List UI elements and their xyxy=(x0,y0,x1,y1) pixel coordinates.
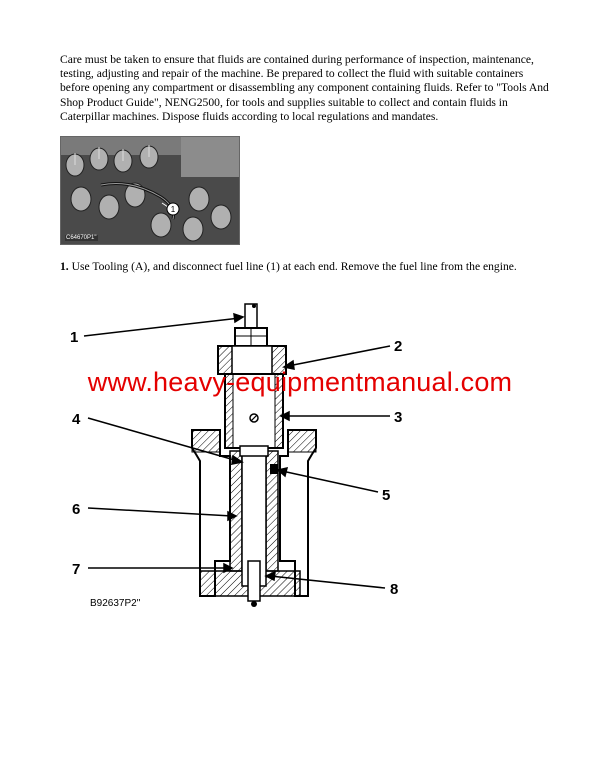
injector-tip xyxy=(248,561,260,607)
callout-5: 5 xyxy=(382,487,391,504)
callout-3: 3 xyxy=(394,409,403,426)
step-number: 1. xyxy=(60,260,69,273)
callout-1: 1 xyxy=(70,329,79,346)
callout-4: 4 xyxy=(72,411,81,428)
callout-7: 7 xyxy=(72,561,81,578)
step-1 xyxy=(60,260,560,274)
photo-code: C64670P1" xyxy=(66,235,97,241)
callout-8: 8 xyxy=(390,581,399,598)
intro-paragraph: Care must be taken to ensure that fluids are contained during performance of inspection, maintenance, testing, adjusting and repair of the machine. Be prepared to collect the fluid with suitable containers before opening any compartment or disassembling any component containing fluids. Refer to "Tools And Shop Product Guide", NENG2500, for tools and supplies suitable to collect and contain fluids in Caterpillar machines. Dispose fluids according to local regulations and mandates. xyxy=(60,53,549,123)
photo-callout-label: 1 xyxy=(170,205,176,214)
callout-6: 6 xyxy=(72,501,81,518)
engine-photo xyxy=(60,136,240,245)
nut xyxy=(235,328,267,346)
engine-photo-image xyxy=(61,137,239,244)
injector-sectional-diagram xyxy=(60,296,480,616)
callout-2: 2 xyxy=(394,338,403,355)
watermark-link[interactable]: www.heavy-equipmentmanual.com xyxy=(87,367,513,397)
diagram-code: B92637P2" xyxy=(90,598,141,609)
fuel-line xyxy=(245,304,257,330)
step-text: Use Tooling (A), and disconnect fuel line (1) at each end. Remove the fuel line from the engine. xyxy=(71,260,517,273)
